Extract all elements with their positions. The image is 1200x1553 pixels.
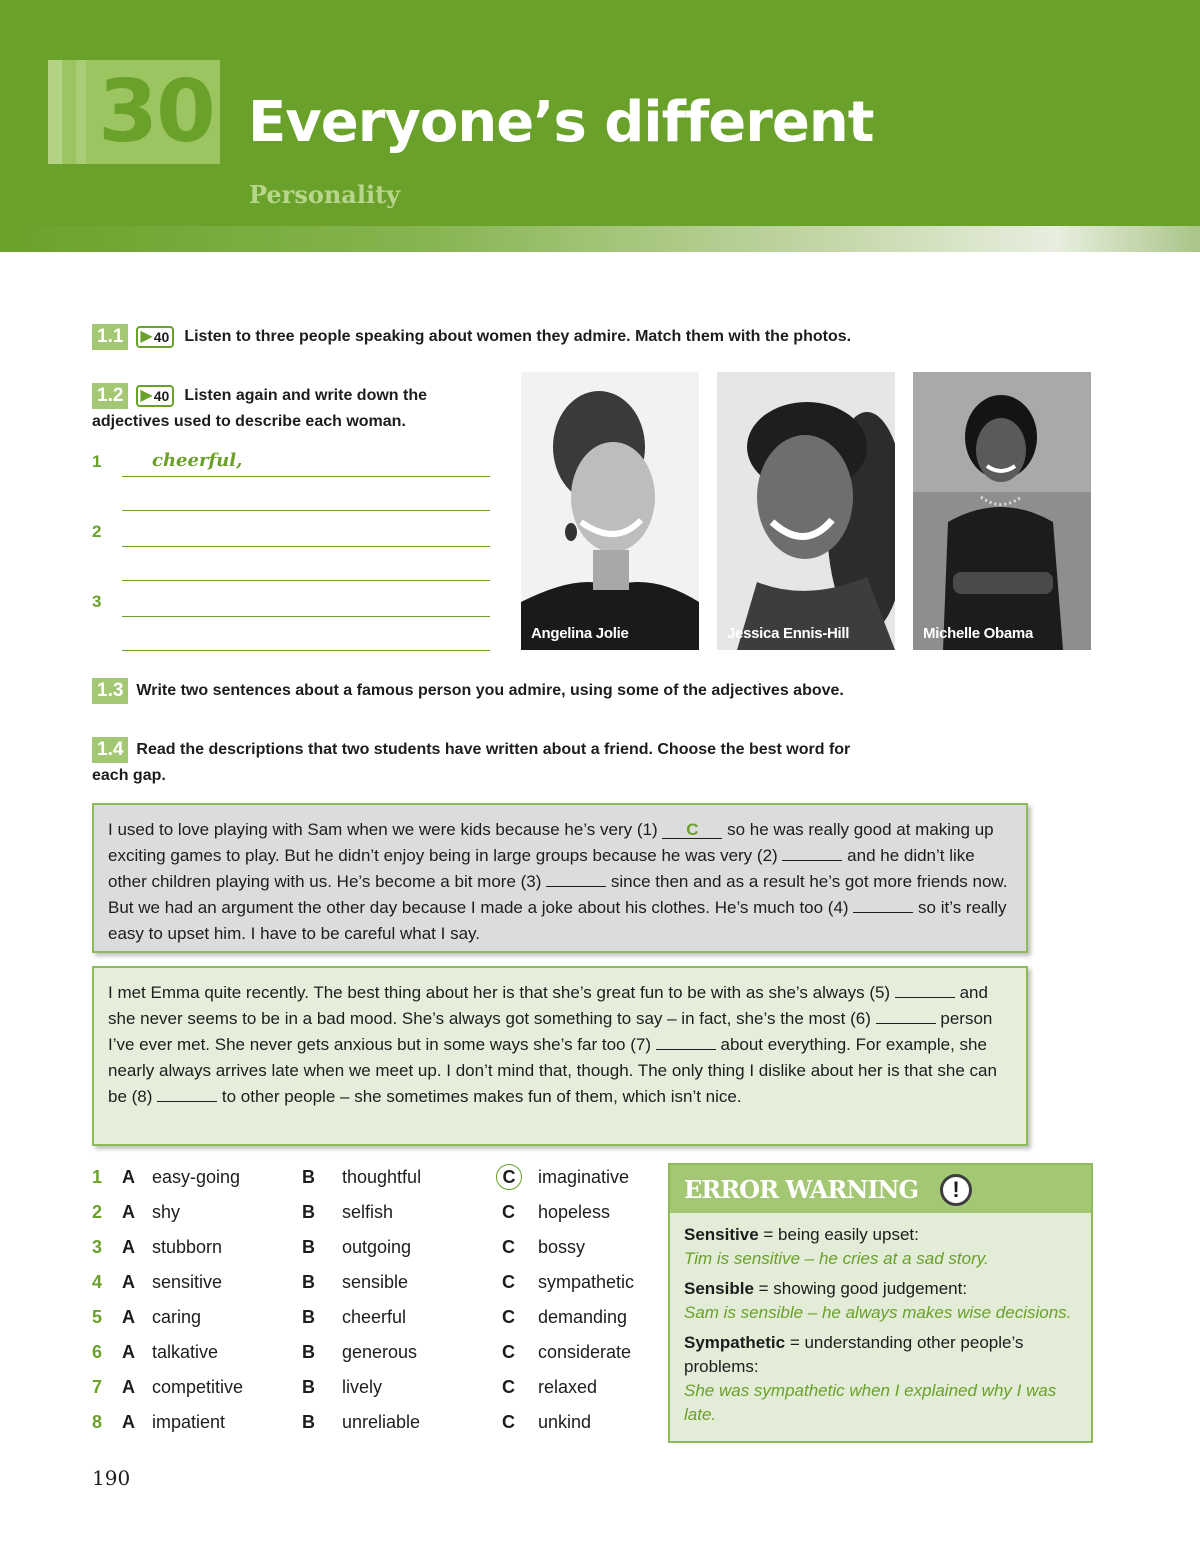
option-row — [92, 1342, 652, 1376]
option-number: 1 — [92, 1167, 103, 1187]
option-letter: C — [502, 1342, 515, 1362]
option-row — [92, 1377, 652, 1411]
gap-6[interactable] — [876, 1007, 936, 1024]
answer-line[interactable] — [122, 452, 490, 477]
option-number: 7 — [92, 1377, 103, 1397]
handwritten-answer: cheerful, — [152, 450, 243, 471]
unit-number: 30 — [98, 62, 214, 162]
option-letter: C — [502, 1237, 515, 1257]
option-number: 3 — [92, 1237, 103, 1257]
exercise-number: 1.1 — [92, 324, 128, 350]
option-letter: A — [122, 1377, 135, 1397]
option-a[interactable]: stubborn — [152, 1237, 223, 1257]
option-a[interactable]: easy-going — [152, 1167, 241, 1187]
warning-term: Sensitive — [684, 1225, 759, 1244]
option-a[interactable]: competitive — [152, 1377, 244, 1397]
gap-5[interactable] — [895, 981, 955, 998]
option-a[interactable]: caring — [152, 1307, 202, 1327]
exercise-instruction-line1: Listen again and write down the — [184, 387, 427, 405]
audio-track-button[interactable] — [136, 326, 174, 348]
gap-8[interactable] — [157, 1085, 217, 1102]
option-c[interactable]: considerate — [538, 1342, 632, 1362]
option-letter: C — [502, 1272, 515, 1292]
reading-text-sam — [92, 803, 1028, 953]
option-letter: B — [302, 1237, 315, 1257]
text-segment: I met Emma quite recently. The best thing about her is that she’s great fun to be with as she’s always (5) — [108, 983, 891, 1002]
option-letter: B — [302, 1202, 315, 1222]
option-letter-circled: C — [496, 1164, 522, 1190]
exercise-instruction-line1: Read the descriptions that two students have written about a friend. Choose the best word for — [136, 741, 851, 759]
exercise-instruction: Listen to three people speaking about women they admire. Match them with the photos. — [184, 328, 852, 346]
option-c[interactable]: hopeless — [538, 1202, 611, 1222]
unit-subtitle: Personality — [249, 180, 401, 209]
warning-term: Sensible — [684, 1279, 754, 1298]
text-segment: to other people – she sometimes makes fun of them, which isn’t nice. — [221, 1087, 742, 1106]
answer-line[interactable] — [122, 522, 490, 547]
warning-example: Tim is sensitive – he cries at a sad story. — [684, 1249, 989, 1268]
option-row — [92, 1307, 652, 1341]
warning-example: She was sympathetic when I explained why I was late. — [684, 1381, 1057, 1424]
option-a[interactable]: talkative — [152, 1342, 219, 1362]
answer-line[interactable] — [122, 626, 490, 651]
option-b[interactable]: outgoing — [342, 1237, 412, 1257]
option-letter: C — [502, 1202, 515, 1222]
gap-1[interactable]: C — [662, 822, 722, 839]
photo-caption: Jessica Ennis-Hill — [727, 625, 850, 642]
option-c[interactable]: bossy — [538, 1237, 586, 1257]
answer-line[interactable] — [122, 556, 490, 581]
photo-a — [521, 372, 699, 650]
error-warning-box — [668, 1163, 1093, 1443]
exercise-instruction-line2: each gap. — [92, 767, 166, 785]
portrait-illustration — [521, 372, 699, 650]
option-letter: B — [302, 1377, 315, 1397]
option-letter: A — [122, 1412, 135, 1432]
gap-4[interactable] — [853, 896, 913, 913]
play-icon: ▶ — [140, 387, 153, 404]
option-c[interactable]: imaginative — [538, 1167, 630, 1187]
option-number: 2 — [92, 1202, 103, 1222]
error-warning-body — [684, 1223, 1079, 1433]
option-b[interactable]: thoughtful — [342, 1167, 422, 1187]
option-letter: B — [302, 1272, 315, 1292]
play-icon: ▶ — [140, 328, 153, 345]
header-gradient-strip — [0, 226, 1200, 252]
option-letter: A — [122, 1342, 135, 1362]
option-b[interactable]: sensible — [342, 1272, 409, 1292]
option-row — [92, 1412, 652, 1446]
answer-number: 2 — [92, 522, 102, 541]
exercise-instruction: Write two sentences about a famous person you admire, using some of the adjectives above. — [136, 682, 844, 700]
option-c[interactable]: relaxed — [538, 1377, 598, 1397]
option-number: 5 — [92, 1307, 103, 1327]
answer-line[interactable] — [122, 592, 490, 617]
error-warning-header — [670, 1165, 1091, 1213]
option-number: 4 — [92, 1272, 103, 1292]
gap-3[interactable] — [546, 870, 606, 887]
warning-definition: = showing good judgement: — [753, 1279, 968, 1298]
gap-7[interactable] — [656, 1033, 716, 1050]
option-row — [92, 1237, 652, 1271]
exclamation-icon: ! — [940, 1174, 972, 1206]
text-segment: and he didn’t like other children playing with us. He’s become a bit more (3) — [108, 846, 975, 891]
error-warning-title: ERROR WARNING — [684, 1175, 918, 1204]
option-letter: C — [502, 1412, 515, 1432]
option-letter: A — [122, 1272, 135, 1292]
answer-line[interactable] — [122, 486, 490, 511]
option-row — [92, 1167, 652, 1201]
text-segment: so he was really good at making up exciting games to play. But he didn’t enjoy being in large groups because he was very (2) — [108, 820, 994, 865]
option-c[interactable]: demanding — [538, 1307, 628, 1327]
warning-item — [684, 1277, 1079, 1325]
page-number: 190 — [92, 1466, 131, 1490]
option-a[interactable]: sensitive — [152, 1272, 223, 1292]
option-row — [92, 1202, 652, 1236]
exercise-1-2 — [92, 383, 502, 435]
option-letter: C — [502, 1307, 515, 1327]
warning-example: Sam is sensible – he always makes wise decisions. — [684, 1303, 1072, 1322]
exercise-number: 1.2 — [92, 383, 128, 409]
option-letter: B — [302, 1412, 315, 1432]
warning-definition: = being easily upset: — [758, 1225, 919, 1244]
text-segment: person I’ve ever met. She never gets anxious but in some ways she’s far too (7) — [108, 1009, 993, 1054]
text-segment: about everything. For example, she nearly always arrives late when we meet up. I don’t mind that, though. The only thing I dislike about her is that she can be (8) — [108, 1035, 997, 1106]
text-segment: and she never seems to be in a bad mood. She’s always got something to say – in fact, she’s the most (6) — [108, 983, 988, 1028]
warning-definition: = understanding other people’s problems: — [684, 1333, 1024, 1376]
track-number: 40 — [153, 329, 170, 345]
option-letter: B — [302, 1307, 315, 1327]
photo-caption: Angelina Jolie — [531, 625, 629, 642]
warning-term: Sympathetic — [684, 1333, 786, 1352]
option-b[interactable]: cheerful — [342, 1307, 407, 1327]
option-letter: B — [302, 1167, 315, 1187]
portrait-illustration — [717, 372, 895, 650]
exercise-1-3 — [92, 678, 1092, 704]
option-a[interactable]: shy — [152, 1202, 181, 1222]
option-c[interactable]: sympathetic — [538, 1272, 635, 1292]
text-segment: I used to love playing with Sam when we were kids because he’s very (1) — [108, 820, 658, 839]
gap-2[interactable] — [782, 844, 842, 861]
option-b[interactable]: unreliable — [342, 1412, 421, 1432]
option-b[interactable]: lively — [342, 1377, 383, 1397]
option-number: 8 — [92, 1412, 103, 1432]
option-row — [92, 1272, 652, 1306]
option-number: 6 — [92, 1342, 103, 1362]
text-segment: so it’s really easy to upset him. I have to be careful what I say. — [108, 898, 1007, 943]
option-b[interactable]: selfish — [342, 1202, 394, 1222]
text-segment: since then and as a result he’s got more friends now. But we had an argument the other day because I made a joke about his clothes. He’s much too (4) — [108, 872, 1008, 917]
photo-b — [717, 372, 895, 650]
warning-item — [684, 1223, 1079, 1271]
answer-number: 3 — [92, 592, 102, 611]
exercise-1-1 — [92, 324, 1092, 350]
option-b[interactable]: generous — [342, 1342, 418, 1362]
audio-track-button[interactable] — [136, 385, 174, 407]
option-letter: A — [122, 1237, 135, 1257]
reading-text-emma — [92, 966, 1028, 1146]
option-letter: C — [502, 1377, 515, 1397]
exercise-1-4 — [92, 737, 992, 789]
photo-c — [913, 372, 1091, 650]
unit-title: Everyone’s different — [248, 90, 874, 155]
option-letter: A — [122, 1307, 135, 1327]
portrait-illustration — [913, 372, 1091, 650]
option-letter: A — [122, 1167, 135, 1187]
option-a[interactable]: impatient — [152, 1412, 226, 1432]
option-c[interactable]: unkind — [538, 1412, 592, 1432]
exercise-number: 1.3 — [92, 678, 128, 704]
answer-number: 1 — [92, 452, 102, 471]
warning-item — [684, 1331, 1079, 1427]
option-letter: A — [122, 1202, 135, 1222]
option-letter: B — [302, 1342, 315, 1362]
photo-caption: Michelle Obama — [923, 625, 1034, 642]
exercise-instruction-line2: adjectives used to describe each woman. — [92, 413, 406, 431]
exercise-number: 1.4 — [92, 737, 128, 763]
track-number: 40 — [153, 388, 170, 404]
